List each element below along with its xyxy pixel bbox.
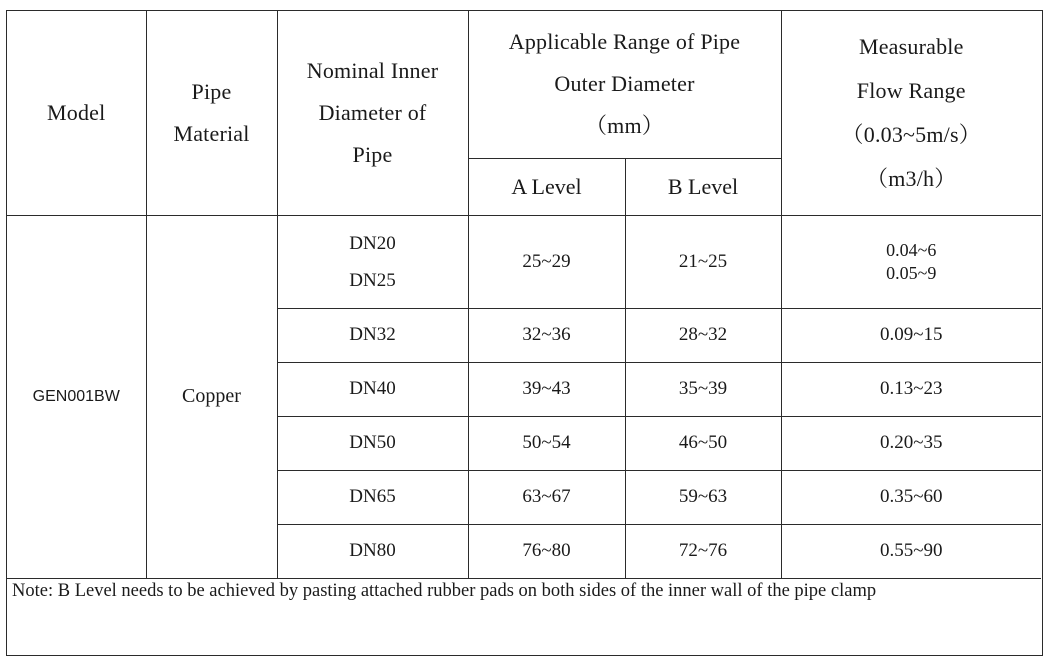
nominal-diameter-cell: DN50 (277, 416, 468, 470)
footnote: Note: B Level needs to be achieved by pasting attached rubber pads on both sides of the inner wall of the pipe clamp (12, 581, 877, 601)
table-row (7, 215, 1041, 308)
b-level-cell: 72~76 (625, 524, 781, 578)
nominal-diameter-cell: DN32 (277, 308, 468, 362)
b-level-cell: 21~25 (625, 215, 781, 308)
header-pipe-material: Pipe Material (146, 11, 277, 215)
header-applicable-range: Applicable Range of Pipe Outer Diameter （mm） (468, 11, 781, 158)
nominal-diameter-cell: DN80 (277, 524, 468, 578)
header-a-level: A Level (468, 158, 625, 215)
a-level-cell: 25~29 (468, 215, 625, 308)
flow-range-cell: 0.20~35 (781, 416, 1041, 470)
a-level-cell: 32~36 (468, 308, 625, 362)
pipe-spec-table (7, 11, 1041, 579)
b-level-cell: 46~50 (625, 416, 781, 470)
flow-range-cell: 0.04~6 0.05~9 (781, 215, 1041, 308)
header-b-level: B Level (625, 158, 781, 215)
header-nominal-inner-diameter: Nominal Inner Diameter of Pipe (277, 11, 468, 215)
flow-range-cell: 0.09~15 (781, 308, 1041, 362)
a-level-cell: 76~80 (468, 524, 625, 578)
header-row (7, 11, 1041, 158)
model-cell: GEN001BW (7, 215, 146, 578)
nominal-diameter-cell: DN20 DN25 (277, 215, 468, 308)
a-level-cell: 50~54 (468, 416, 625, 470)
header-flow-range: Measurable Flow Range （0.03~5m/s） （m3/h） (781, 11, 1041, 215)
b-level-cell: 28~32 (625, 308, 781, 362)
material-cell: Copper (146, 215, 277, 578)
flow-range-cell: 0.13~23 (781, 362, 1041, 416)
a-level-cell: 39~43 (468, 362, 625, 416)
flow-range-cell: 0.35~60 (781, 470, 1041, 524)
a-level-cell: 63~67 (468, 470, 625, 524)
spec-sheet (6, 10, 1043, 656)
flow-range-cell: 0.55~90 (781, 524, 1041, 578)
header-model: Model (7, 11, 146, 215)
nominal-diameter-cell: DN40 (277, 362, 468, 416)
nominal-diameter-cell: DN65 (277, 470, 468, 524)
b-level-cell: 59~63 (625, 470, 781, 524)
b-level-cell: 35~39 (625, 362, 781, 416)
